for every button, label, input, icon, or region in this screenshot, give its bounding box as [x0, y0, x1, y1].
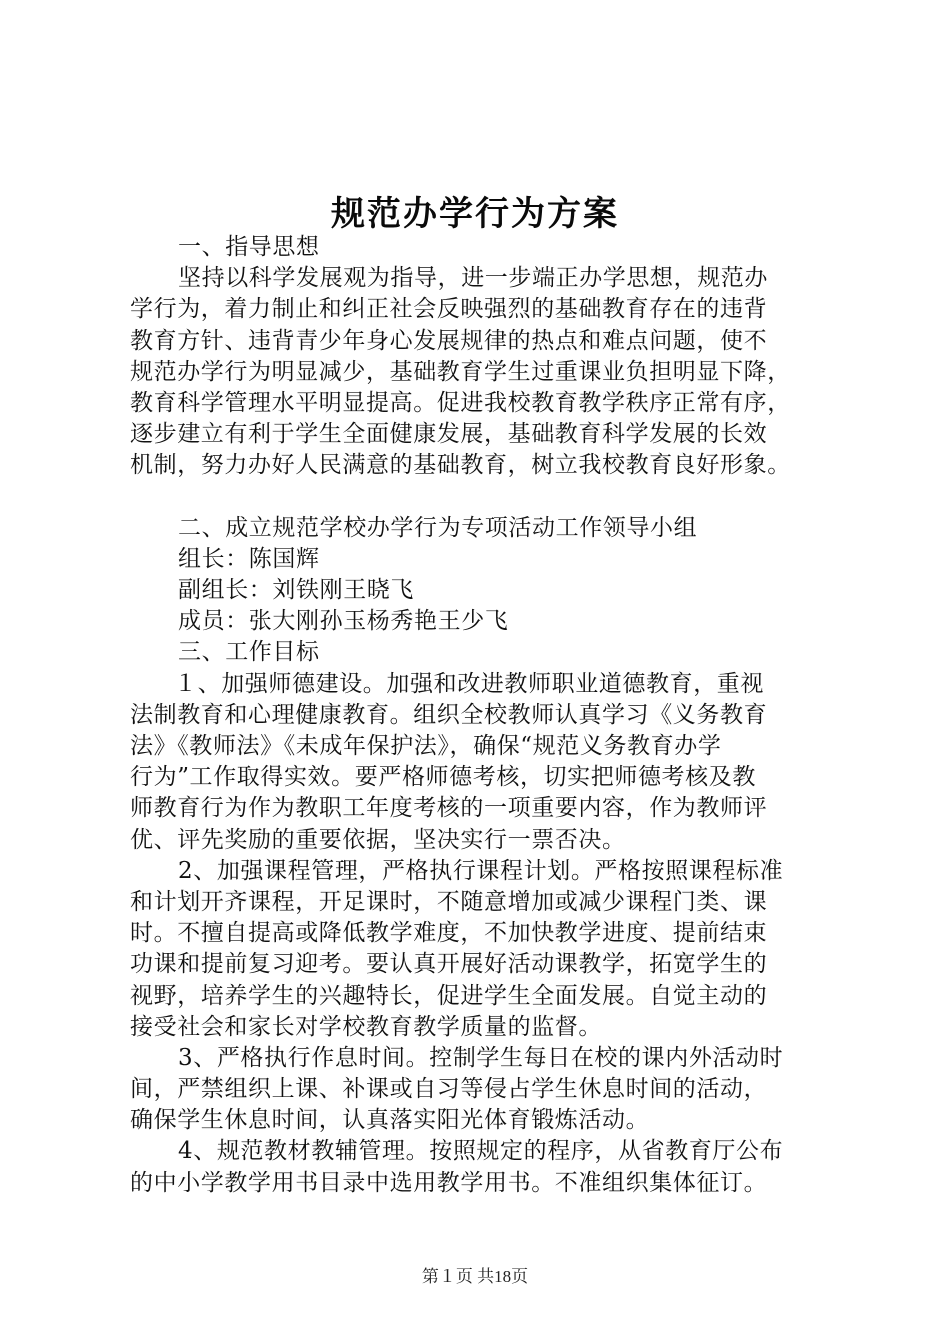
paragraph-line: 法制教育和心理健康教育。组织全校教师认真学习《义务教育 — [130, 701, 768, 728]
blank-line — [130, 482, 830, 513]
deputy-leader-line: 副组长：刘铁刚王晓飞 — [178, 577, 414, 604]
group-leader-line: 组长：陈国辉 — [178, 545, 320, 572]
paragraph-line: 时。不擅自提高或降低教学难度，不加快教学进度、提前结束 — [130, 920, 768, 947]
paragraph-line: 学行为，着力制止和纠正社会反映强烈的基础教育存在的违背 — [130, 296, 768, 323]
paragraph-line: 逐步建立有利于学生全面健康发展，基础教育科学发展的长效 — [130, 421, 768, 448]
section-heading-3: 三、工作目标 — [178, 639, 320, 666]
section-heading-1: 一、指导思想 — [178, 234, 320, 260]
paragraph-line: 确保学生休息时间，认真落实阳光体育锻炼活动。 — [130, 1107, 650, 1134]
paragraph-line: 间，严禁组织上课、补课或自习等侵占学生休息时间的活动， — [130, 1076, 768, 1103]
paragraph-line: 的中小学教学用书目录中选用教学用书。不准组织集体征订。 — [130, 1169, 768, 1196]
document-title: 规范办学行为方案 — [331, 194, 619, 234]
paragraph-line: 和计划开齐课程，开足课时，不随意增加或减少课程门类、课 — [130, 888, 768, 915]
paragraph-line: 教育方针、违背青少年身心发展规律的热点和难点问题，使不 — [130, 327, 768, 354]
page-footer: 第１页 共18页 — [421, 1267, 529, 1286]
paragraph-line: 接受社会和家长对学校教育教学质量的监督。 — [130, 1013, 602, 1040]
members-line: 成员：张大刚孙玉杨秀艳王少飞 — [178, 608, 509, 635]
paragraph-line: 3、严格执行作息时间。控制学生每日在校的课内外活动时 — [178, 1044, 784, 1071]
paragraph-line: 4、规范教材教辅管理。按照规定的程序，从省教育厅公布 — [178, 1138, 784, 1165]
paragraph-line: 坚持以科学发展观为指导，进一步端正办学思想，规范办 — [178, 265, 768, 292]
paragraph-line: 法》《教师法》《未成年保护法》，确保“规范义务教育办学 — [130, 733, 722, 759]
paragraph-line: 师教育行为作为教职工年度考核的一项重要内容，作为教师评 — [130, 795, 768, 822]
paragraph-line: １、加强师德建设。加强和改进教师职业道德教育，重视 — [174, 670, 764, 697]
paragraph-line: 视野，培养学生的兴趣特长，促进学生全面发展。自觉主动的 — [130, 982, 768, 1009]
paragraph-line: 行为”工作取得实效。要严格师德考核，切实把师德考核及教 — [130, 764, 756, 791]
paragraph-line: 规范办学行为明显减少，基础教育学生过重课业负担明显下降， — [130, 358, 791, 385]
paragraph-line: 机制，努力办好人民满意的基础教育，树立我校教育良好形象。 — [130, 452, 791, 479]
paragraph-line: 2、加强课程管理，严格执行课程计划。严格按照课程标准 — [178, 857, 784, 884]
paragraph-line: 优、评先奖励的重要依据，坚决实行一票否决。 — [130, 826, 626, 853]
paragraph-line: 教育科学管理水平明显提高。促进我校教育教学秩序正常有序， — [130, 389, 791, 416]
section-heading-2: 二、成立规范学校办学行为专项活动工作领导小组 — [178, 514, 698, 541]
document-body — [130, 232, 830, 1199]
paragraph-line: 功课和提前复习迎考。要认真开展好活动课教学，拓宽学生的 — [130, 951, 768, 978]
